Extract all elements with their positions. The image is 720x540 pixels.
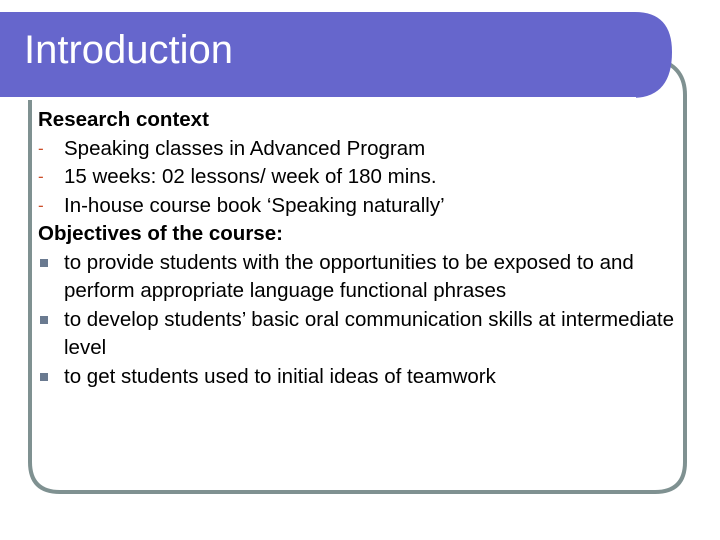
list-item-text: In-house course book ‘Speaking naturally’ [64,193,445,217]
square-bullet-icon [40,316,48,324]
dash-list-item [38,192,678,221]
section-heading-research-context: Research context [38,108,209,131]
dash-bullet-icon: - [38,167,44,186]
slide-body [38,106,678,391]
list-item-text: to provide students with the opportunities to be exposed to and perform appropriate language functional phrases [64,250,634,302]
dash-bullet-icon: - [38,138,44,158]
list-item-text: to get students used to initial ideas of teamwork [64,364,496,388]
dash-bullet-icon: - [38,195,44,215]
dash-list-item [38,163,678,192]
square-list-item [38,363,678,392]
square-list-item [38,249,678,306]
square-list-item [38,306,678,363]
square-bullet-icon [40,373,48,381]
list-item-text: Speaking classes in Advanced Program [64,136,426,160]
list-item-text: to develop students’ basic oral communication skills at intermediate level [64,307,674,359]
square-bullet-icon [40,259,48,267]
section-heading-objectives: Objectives of the course: [38,222,283,245]
dash-list-item [38,135,678,164]
list-item-text: 15 weeks: 02 lessons/ week of 180 mins. [64,165,437,188]
slide-title: Introduction [24,28,234,72]
